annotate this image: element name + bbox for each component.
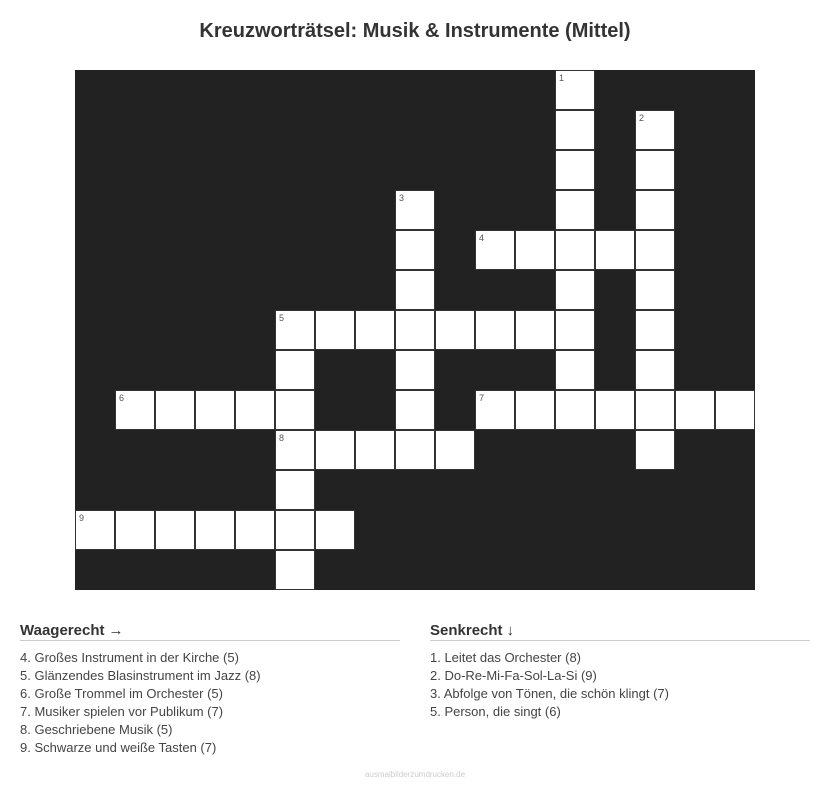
crossword-cell[interactable] — [275, 550, 315, 590]
down-clues — [430, 622, 810, 721]
crossword-cell[interactable] — [235, 390, 275, 430]
crossword-cell[interactable] — [275, 350, 315, 390]
across-clue-list — [20, 649, 400, 757]
down-heading-label: Senkrecht — [430, 622, 503, 639]
crossword-cell[interactable] — [435, 310, 475, 350]
clue-number: 2 — [639, 113, 645, 123]
crossword-cell[interactable] — [115, 390, 155, 430]
crossword-cell[interactable] — [475, 310, 515, 350]
crossword-cell[interactable] — [515, 310, 555, 350]
crossword-cell[interactable] — [115, 510, 155, 550]
down-heading — [430, 622, 810, 641]
crossword-cell[interactable] — [635, 390, 675, 430]
clue-item: 2. Do-Re-Mi-Fa-Sol-La-Si (9) — [430, 668, 597, 683]
clue-item: 8. Geschriebene Musik (5) — [20, 722, 173, 737]
crossword-cell[interactable] — [715, 390, 755, 430]
clue-number: 3 — [399, 193, 405, 203]
down-clue-list — [430, 649, 810, 721]
crossword-cell[interactable] — [155, 390, 195, 430]
crossword-cell[interactable] — [395, 190, 435, 230]
crossword-cell[interactable] — [275, 510, 315, 550]
crossword-cell[interactable] — [355, 310, 395, 350]
crossword-cell[interactable] — [635, 150, 675, 190]
clue-number: 6 — [119, 393, 125, 403]
crossword-cell[interactable] — [475, 230, 515, 270]
crossword-cell[interactable] — [395, 350, 435, 390]
clue-number: 5 — [279, 313, 285, 323]
crossword-cell[interactable] — [555, 390, 595, 430]
clue-number: 4 — [479, 233, 485, 243]
across-heading-label: Waagerecht — [20, 622, 105, 639]
crossword-cell[interactable] — [555, 230, 595, 270]
clue-number: 9 — [79, 513, 85, 523]
crossword-cell[interactable] — [275, 310, 315, 350]
crossword-cell[interactable] — [275, 390, 315, 430]
crossword-cell[interactable] — [555, 70, 595, 110]
crossword-cell[interactable] — [595, 230, 635, 270]
crossword-cell[interactable] — [355, 430, 395, 470]
crossword-cell[interactable] — [515, 230, 555, 270]
crossword-cell[interactable] — [555, 150, 595, 190]
across-clues — [20, 622, 400, 757]
crossword-cell[interactable] — [555, 270, 595, 310]
crossword-cell[interactable] — [395, 230, 435, 270]
crossword-cell[interactable] — [635, 270, 675, 310]
crossword-cell[interactable] — [195, 390, 235, 430]
clue-item: 6. Große Trommel im Orchester (5) — [20, 686, 223, 701]
clue-item: 1. Leitet das Orchester (8) — [430, 650, 582, 665]
crossword-cell[interactable] — [155, 510, 195, 550]
crossword-cell[interactable] — [635, 230, 675, 270]
clue-number: 7 — [479, 393, 485, 403]
footer-watermark: ausmalbilderzumdrucken.de — [364, 770, 466, 779]
crossword-cell[interactable] — [315, 310, 355, 350]
clue-number: 8 — [279, 433, 285, 443]
crossword-cell[interactable] — [395, 430, 435, 470]
down-arrow-icon: ↓ — [506, 622, 515, 639]
crossword-cell[interactable] — [635, 190, 675, 230]
clue-item: 7. Musiker spielen vor Publikum (7) — [20, 704, 224, 719]
crossword-cell[interactable] — [635, 350, 675, 390]
across-heading — [20, 622, 400, 641]
clue-item: 4. Großes Instrument in der Kirche (5) — [20, 650, 239, 665]
crossword-cell[interactable] — [555, 310, 595, 350]
crossword-cell[interactable] — [395, 310, 435, 350]
clue-item: 9. Schwarze und weiße Tasten (7) — [20, 740, 217, 755]
crossword-cell[interactable] — [395, 390, 435, 430]
clue-item: 5. Person, die singt (6) — [430, 704, 561, 719]
crossword-cell[interactable] — [435, 430, 475, 470]
crossword-cell[interactable] — [635, 430, 675, 470]
crossword-cell[interactable] — [635, 110, 675, 150]
crossword-cell[interactable] — [475, 390, 515, 430]
clue-item: 5. Glänzendes Blasinstrument im Jazz (8) — [20, 668, 261, 683]
crossword-cell[interactable] — [635, 310, 675, 350]
crossword-cell[interactable] — [555, 110, 595, 150]
clue-number: 1 — [559, 73, 565, 83]
crossword-cell[interactable] — [235, 510, 275, 550]
crossword-cell[interactable] — [75, 510, 115, 550]
clue-item: 3. Abfolge von Tönen, die schön klingt (7) — [430, 686, 669, 701]
crossword-cell[interactable] — [315, 430, 355, 470]
crossword-cell[interactable] — [595, 390, 635, 430]
crossword-cell[interactable] — [395, 270, 435, 310]
page-title: Kreuzworträtsel: Musik & Instrumente (Mittel) — [199, 20, 631, 42]
right-arrow-icon: → — [108, 622, 124, 639]
crossword-cell[interactable] — [275, 430, 315, 470]
crossword-grid — [75, 70, 755, 590]
crossword-cell[interactable] — [555, 350, 595, 390]
crossword-cell[interactable] — [315, 510, 355, 550]
crossword-cell[interactable] — [195, 510, 235, 550]
crossword-cell[interactable] — [275, 470, 315, 510]
crossword-cell[interactable] — [675, 390, 715, 430]
crossword-cell[interactable] — [515, 390, 555, 430]
crossword-cell[interactable] — [555, 190, 595, 230]
